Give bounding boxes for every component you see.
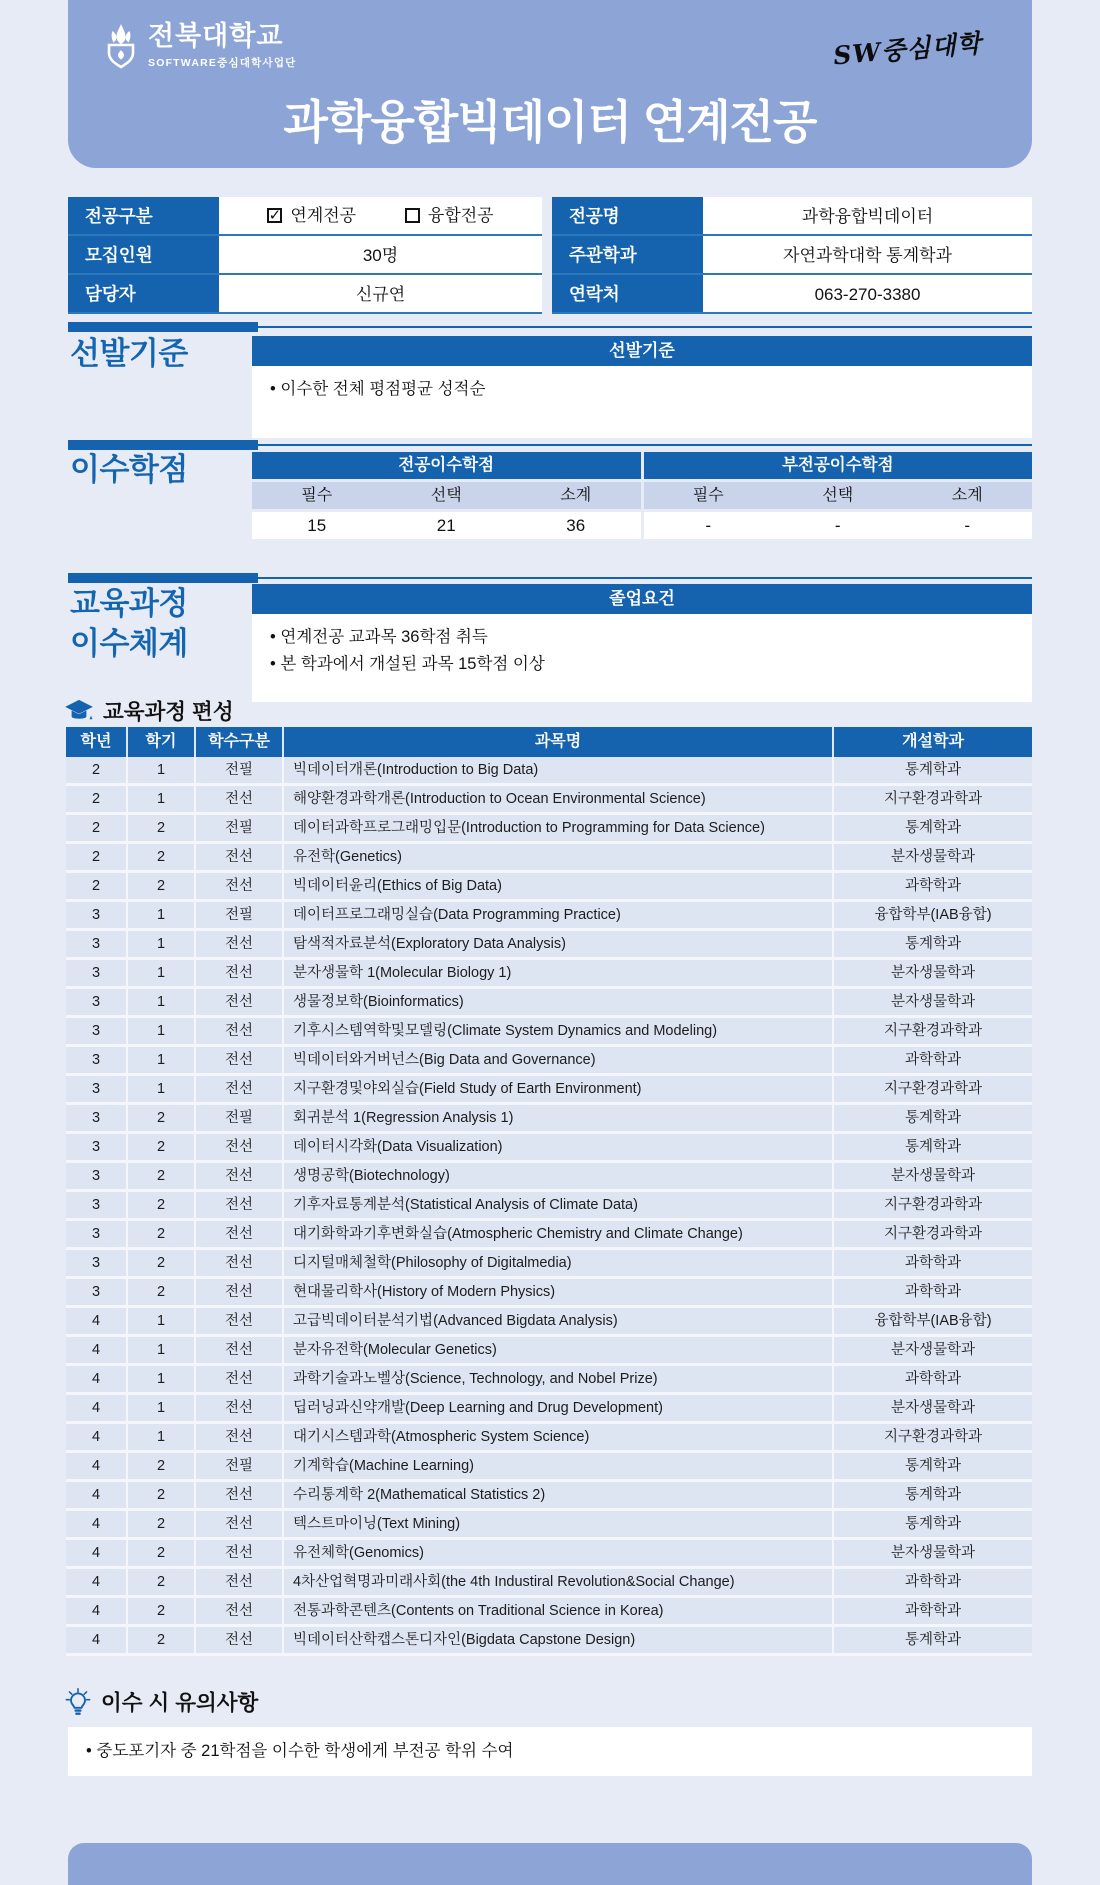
host-dept-label: 주관학과 [552, 236, 703, 273]
semester-cell: 1 [128, 1018, 196, 1047]
table-row [66, 873, 1032, 902]
host-dept-value: 자연과학대학 통계학과 [703, 236, 1032, 273]
offering-dept-cell: 과학학과 [834, 1250, 1032, 1279]
year-cell: 3 [66, 1192, 128, 1221]
year-cell: 2 [66, 873, 128, 902]
course-name-cell: 생물정보학(Bioinformatics) [284, 989, 834, 1018]
contact-value: 063-270-3380 [703, 275, 1032, 312]
course-type-cell: 전선 [196, 1511, 284, 1540]
offering-dept-cell: 통계학과 [834, 1134, 1032, 1163]
col-subtotal: 소계 [560, 487, 592, 504]
year-cell: 4 [66, 1540, 128, 1569]
course-type-cell: 전선 [196, 1018, 284, 1047]
semester-cell: 1 [128, 757, 196, 786]
course-type-cell: 전선 [196, 1482, 284, 1511]
course-type-cell: 전필 [196, 1453, 284, 1482]
semester-cell: 1 [128, 989, 196, 1018]
curriculum-table-header [66, 727, 1032, 757]
program-info-table [68, 197, 1032, 314]
year-cell: 4 [66, 1424, 128, 1453]
course-name-cell: 4차산업혁명과미래사회(the 4th Industiral Revolution&Social Change) [284, 1569, 834, 1598]
notes-bullet: • 중도포기자 중 21학점을 이수한 학생에게 부전공 학위 수여 [86, 1738, 1014, 1765]
course-type-cell: 전선 [196, 873, 284, 902]
table-row [66, 1250, 1032, 1279]
semester-cell: 1 [128, 931, 196, 960]
selection-box-title: 선발기준 [252, 336, 1032, 366]
year-cell: 3 [66, 1047, 128, 1076]
minor-credits-header: 부전공이수학점 [644, 452, 1033, 479]
col-elective: 선택 [822, 487, 854, 504]
offering-dept-cell: 과학학과 [834, 1598, 1032, 1627]
offering-dept-cell: 지구환경과학과 [834, 1076, 1032, 1105]
col-offering-dept: 개설학과 [902, 733, 964, 750]
page-title: 과학융합빅데이터 연계전공 [283, 96, 817, 148]
semester-cell: 1 [128, 960, 196, 989]
course-name-cell: 생명공학(Biotechnology) [284, 1163, 834, 1192]
course-name-cell: 현대물리학사(History of Modern Physics) [284, 1279, 834, 1308]
table-row [66, 931, 1032, 960]
selection-box-body [252, 366, 1032, 438]
course-type-cell: 전선 [196, 1076, 284, 1105]
course-type-cell: 전선 [196, 1221, 284, 1250]
year-cell: 3 [66, 1279, 128, 1308]
col-elective: 선택 [430, 487, 462, 504]
table-row [66, 1569, 1032, 1598]
semester-cell: 2 [128, 1279, 196, 1308]
course-name-cell: 기후시스템역학및모델링(Climate System Dynamics and Modeling) [284, 1018, 834, 1047]
info-row-2 [68, 236, 1032, 275]
course-name-cell: 수리통계학 2(Mathematical Statistics 2) [284, 1482, 834, 1511]
course-type-cell: 전선 [196, 1540, 284, 1569]
course-name-cell: 과학기술과노벨상(Science, Technology, and Nobel Prize) [284, 1366, 834, 1395]
offering-dept-cell: 분자생물학과 [834, 1337, 1032, 1366]
course-name-cell: 해양환경과학개론(Introduction to Ocean Environmental Science) [284, 786, 834, 815]
course-name-cell: 텍스트마이닝(Text Mining) [284, 1511, 834, 1540]
course-type-cell: 전선 [196, 844, 284, 873]
checked-checkbox-icon[interactable]: ✓ [268, 207, 282, 224]
sw-university-signature: SW중심대학 [832, 28, 984, 71]
table-row [66, 1105, 1032, 1134]
course-type-cell: 전선 [196, 1308, 284, 1337]
course-type-cell: 전선 [196, 1424, 284, 1453]
minor-elective-value: - [834, 516, 841, 535]
course-name-cell: 기후자료통계분석(Statistical Analysis of Climate Data) [284, 1192, 834, 1221]
course-type-cell: 전선 [196, 1134, 284, 1163]
offering-dept-cell: 지구환경과학과 [834, 1018, 1032, 1047]
offering-dept-cell: 과학학과 [834, 1279, 1032, 1308]
selection-heading: 선발기준 [70, 336, 188, 371]
semester-cell: 1 [128, 1337, 196, 1366]
offering-dept-cell: 통계학과 [834, 1482, 1032, 1511]
course-name-cell: 대기화학과기후변화실습(Atmospheric Chemistry and Climate Change) [284, 1221, 834, 1250]
offering-dept-cell: 지구환경과학과 [834, 1424, 1032, 1453]
table-row [66, 1018, 1032, 1047]
graduation-bullet-1: • 연계전공 교과목 36학점 취득 [270, 624, 1014, 651]
table-row [66, 1424, 1032, 1453]
course-name-cell: 고급빅데이터분석기법(Advanced Bigdata Analysis) [284, 1308, 834, 1337]
graduation-cap-icon [64, 699, 94, 723]
table-row [66, 1482, 1032, 1511]
semester-cell: 2 [128, 1540, 196, 1569]
offering-dept-cell: 지구환경과학과 [834, 786, 1032, 815]
offering-dept-cell: 융합학부(IAB융합) [834, 902, 1032, 931]
curriculum-system-heading [70, 584, 188, 664]
semester-cell: 1 [128, 1047, 196, 1076]
table-row [66, 844, 1032, 873]
selection-bullet: • 이수한 전체 평점평균 성적순 [270, 376, 1014, 403]
table-row [66, 1221, 1032, 1250]
offering-dept-cell: 분자생물학과 [834, 1540, 1032, 1569]
info-row-3 [68, 275, 1032, 314]
table-row [66, 1076, 1032, 1105]
table-row [66, 1163, 1032, 1192]
course-type-cell: 전필 [196, 902, 284, 931]
offering-dept-cell: 과학학과 [834, 873, 1032, 902]
notes-box [68, 1727, 1032, 1776]
major-credits-header: 전공이수학점 [252, 452, 641, 479]
table-row [66, 757, 1032, 786]
course-name-cell: 분자생물학 1(Molecular Biology 1) [284, 960, 834, 989]
table-row [66, 1540, 1032, 1569]
semester-cell: 2 [128, 844, 196, 873]
table-row [66, 960, 1032, 989]
heading-line-1: 교육과정 [70, 586, 188, 621]
offering-dept-cell: 통계학과 [834, 815, 1032, 844]
col-year: 학년 [66, 727, 128, 757]
course-name-cell: 지구환경및야외실습(Field Study of Earth Environment) [284, 1076, 834, 1105]
col-course-name: 과목명 [284, 727, 834, 757]
year-cell: 4 [66, 1453, 128, 1482]
year-cell: 3 [66, 1076, 128, 1105]
year-cell: 4 [66, 1366, 128, 1395]
major-name-value: 과학융합빅데이터 [703, 197, 1032, 234]
offering-dept-cell: 통계학과 [834, 1105, 1032, 1134]
semester-cell: 2 [128, 1453, 196, 1482]
semester-cell: 2 [128, 1221, 196, 1250]
offering-dept-cell: 지구환경과학과 [834, 1221, 1032, 1250]
year-cell: 4 [66, 1569, 128, 1598]
course-name-cell: 딥러닝과신약개발(Deep Learning and Drug Development) [284, 1395, 834, 1424]
semester-cell: 2 [128, 1163, 196, 1192]
col-required: 필수 [301, 487, 333, 504]
year-cell: 3 [66, 902, 128, 931]
semester-cell: 2 [128, 1192, 196, 1221]
org-name: SOFTWARE중심대학사업단 [148, 56, 297, 69]
university-logo [104, 22, 297, 70]
semester-cell: 1 [128, 1076, 196, 1105]
semester-cell: 1 [128, 786, 196, 815]
table-row [66, 1279, 1032, 1308]
col-subtotal: 소계 [951, 487, 983, 504]
major-subtotal-value: 36 [566, 516, 586, 535]
semester-cell: 2 [128, 815, 196, 844]
major-required-value: 15 [307, 516, 327, 535]
offering-dept-cell: 과학학과 [834, 1569, 1032, 1598]
year-cell: 2 [66, 815, 128, 844]
course-type-cell: 전선 [196, 931, 284, 960]
section-divider [68, 440, 1032, 450]
table-row [66, 1395, 1032, 1424]
graduation-box [252, 584, 1032, 702]
semester-cell: 1 [128, 1366, 196, 1395]
credits-header-row [252, 452, 1032, 479]
year-cell: 3 [66, 989, 128, 1018]
course-name-cell: 데이터과학프로그래밍입문(Introduction to Programming for Data Science) [284, 815, 834, 844]
year-cell: 3 [66, 1221, 128, 1250]
hero-banner [68, 0, 1032, 168]
year-cell: 4 [66, 1337, 128, 1366]
year-cell: 4 [66, 1627, 128, 1656]
semester-cell: 2 [128, 1627, 196, 1656]
semester-cell: 2 [128, 1250, 196, 1279]
contact-label: 연락처 [552, 275, 703, 312]
course-name-cell: 빅데이터개론(Introduction to Big Data) [284, 757, 834, 786]
table-row [66, 1337, 1032, 1366]
offering-dept-cell: 분자생물학과 [834, 960, 1032, 989]
course-name-cell: 디지털매체철학(Philosophy of Digitalmedia) [284, 1250, 834, 1279]
curriculum-subheading [64, 695, 234, 726]
curriculum-subheading-label: 교육과정 편성 [103, 700, 234, 724]
course-type-cell: 전선 [196, 1598, 284, 1627]
course-name-cell: 빅데이터산학캡스톤디자인(Bigdata Capstone Design) [284, 1627, 834, 1656]
offering-dept-cell: 분자생물학과 [834, 989, 1032, 1018]
semester-cell: 2 [128, 873, 196, 902]
curriculum-table [66, 727, 1032, 1656]
course-type-cell: 전선 [196, 1569, 284, 1598]
unchecked-checkbox-icon[interactable] [405, 208, 420, 223]
year-cell: 4 [66, 1482, 128, 1511]
year-cell: 2 [66, 757, 128, 786]
major-name-label: 전공명 [552, 197, 703, 234]
year-cell: 4 [66, 1395, 128, 1424]
table-row [66, 786, 1032, 815]
table-row [66, 1366, 1032, 1395]
year-cell: 4 [66, 1598, 128, 1627]
offering-dept-cell: 통계학과 [834, 931, 1032, 960]
course-type-cell: 전필 [196, 1105, 284, 1134]
course-name-cell: 분자유전학(Molecular Genetics) [284, 1337, 834, 1366]
curriculum-table-body [66, 757, 1032, 1656]
table-row [66, 1598, 1032, 1627]
course-name-cell: 데이터프로그래밍실습(Data Programming Practice) [284, 902, 834, 931]
section-divider [68, 573, 1032, 583]
table-row [66, 1192, 1032, 1221]
semester-cell: 2 [128, 1134, 196, 1163]
table-row [66, 1134, 1032, 1163]
table-row [66, 1047, 1032, 1076]
year-cell: 3 [66, 1018, 128, 1047]
course-type-cell: 전선 [196, 960, 284, 989]
convergence-major-label: 융합전공 [427, 206, 494, 225]
offering-dept-cell: 지구환경과학과 [834, 1192, 1032, 1221]
minor-required-value: - [705, 516, 712, 535]
offering-dept-cell: 통계학과 [834, 1627, 1032, 1656]
table-row [66, 815, 1032, 844]
year-cell: 3 [66, 1105, 128, 1134]
major-type-options [219, 197, 542, 234]
table-row [66, 902, 1032, 931]
offering-dept-cell: 분자생물학과 [834, 1163, 1032, 1192]
year-cell: 3 [66, 960, 128, 989]
footer-bar [68, 1843, 1032, 1885]
year-cell: 2 [66, 786, 128, 815]
heading-line-2: 이수체계 [70, 626, 188, 661]
manager-label: 담당자 [68, 275, 219, 312]
credits-values-row [252, 512, 1032, 539]
major-elective-value: 21 [436, 516, 456, 535]
semester-cell: 1 [128, 1424, 196, 1453]
offering-dept-cell: 통계학과 [834, 1453, 1032, 1482]
semester-cell: 2 [128, 1511, 196, 1540]
graduation-bullet-2: • 본 학과에서 개설된 과목 15학점 이상 [270, 651, 1014, 678]
course-type-cell: 전선 [196, 1395, 284, 1424]
year-cell: 4 [66, 1511, 128, 1540]
lightbulb-icon [64, 1688, 92, 1716]
table-row [66, 989, 1032, 1018]
course-type-cell: 전선 [196, 1627, 284, 1656]
year-cell: 3 [66, 1134, 128, 1163]
linked-major-option[interactable] [267, 196, 356, 235]
course-type-cell: 전필 [196, 815, 284, 844]
year-cell: 3 [66, 1163, 128, 1192]
university-name: 전북대학교 [148, 21, 284, 51]
semester-cell: 2 [128, 1482, 196, 1511]
offering-dept-cell: 과학학과 [834, 1047, 1032, 1076]
linked-major-label: 연계전공 [290, 206, 357, 225]
semester-cell: 2 [128, 1569, 196, 1598]
credits-heading: 이수학점 [70, 452, 188, 487]
course-type-cell: 전선 [196, 786, 284, 815]
semester-cell: 1 [128, 1395, 196, 1424]
semester-cell: 1 [128, 902, 196, 931]
semester-cell: 1 [128, 1308, 196, 1337]
credits-subheader-row [252, 482, 1032, 509]
major-type-label: 전공구분 [68, 197, 219, 234]
graduation-box-body [252, 614, 1032, 702]
col-required: 필수 [692, 487, 724, 504]
table-row [66, 1308, 1032, 1337]
course-name-cell: 기계학습(Machine Learning) [284, 1453, 834, 1482]
selection-box [252, 336, 1032, 438]
university-emblem-icon [104, 23, 138, 69]
course-type-cell: 전선 [196, 1337, 284, 1366]
offering-dept-cell: 분자생물학과 [834, 1395, 1032, 1424]
course-name-cell: 전통과학콘텐츠(Contents on Traditional Science in Korea) [284, 1598, 834, 1627]
course-type-cell: 전선 [196, 1250, 284, 1279]
credits-table [252, 452, 1032, 539]
offering-dept-cell: 통계학과 [834, 1511, 1032, 1540]
course-type-cell: 전선 [196, 1366, 284, 1395]
course-name-cell: 탐색적자료분석(Exploratory Data Analysis) [284, 931, 834, 960]
col-course-type: 학수구분 [196, 727, 284, 757]
col-semester: 학기 [128, 727, 196, 757]
notes-heading-label: 이수 시 유의사항 [101, 1691, 259, 1715]
quota-value: 30명 [219, 236, 542, 273]
year-cell: 4 [66, 1308, 128, 1337]
course-type-cell: 전선 [196, 1192, 284, 1221]
course-name-cell: 데이터시각화(Data Visualization) [284, 1134, 834, 1163]
minor-subtotal-value: - [964, 516, 971, 535]
course-name-cell: 빅데이터윤리(Ethics of Big Data) [284, 873, 834, 902]
info-row-1 [68, 197, 1032, 236]
manager-value: 신규연 [219, 275, 542, 312]
graduation-box-title: 졸업요건 [252, 584, 1032, 614]
table-row [66, 1511, 1032, 1540]
course-type-cell: 전선 [196, 1163, 284, 1192]
convergence-major-option[interactable] [405, 196, 494, 235]
year-cell: 2 [66, 844, 128, 873]
semester-cell: 2 [128, 1598, 196, 1627]
table-row [66, 1627, 1032, 1656]
offering-dept-cell: 과학학과 [834, 1366, 1032, 1395]
course-type-cell: 전필 [196, 757, 284, 786]
offering-dept-cell: 분자생물학과 [834, 844, 1032, 873]
year-cell: 3 [66, 1250, 128, 1279]
semester-cell: 2 [128, 1105, 196, 1134]
course-name-cell: 빅데이터와거버넌스(Big Data and Governance) [284, 1047, 834, 1076]
offering-dept-cell: 융합학부(IAB융합) [834, 1308, 1032, 1337]
notes-heading [64, 1686, 258, 1717]
course-name-cell: 유전체학(Genomics) [284, 1540, 834, 1569]
course-name-cell: 회귀분석 1(Regression Analysis 1) [284, 1105, 834, 1134]
quota-label: 모집인원 [68, 236, 219, 273]
offering-dept-cell: 통계학과 [834, 757, 1032, 786]
course-name-cell: 대기시스템과학(Atmospheric System Science) [284, 1424, 834, 1453]
table-row [66, 1453, 1032, 1482]
year-cell: 3 [66, 931, 128, 960]
course-name-cell: 유전학(Genetics) [284, 844, 834, 873]
course-type-cell: 전선 [196, 1047, 284, 1076]
logo-text [148, 22, 297, 70]
section-divider [68, 322, 1032, 332]
course-type-cell: 전선 [196, 1279, 284, 1308]
course-type-cell: 전선 [196, 989, 284, 1018]
